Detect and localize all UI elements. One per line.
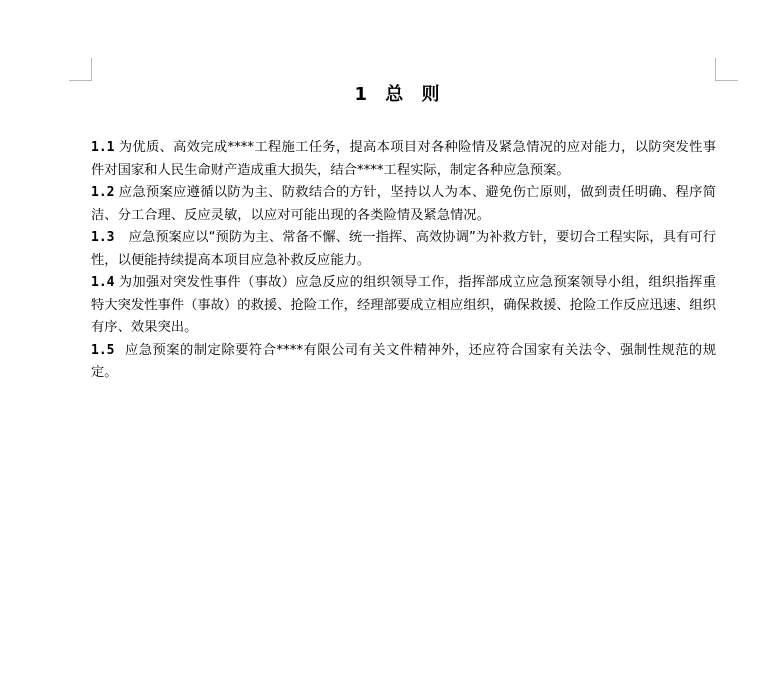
document-body [91,137,716,385]
paragraph-number: 1.2 [91,185,115,200]
paragraph-number: 1.4 [91,275,115,290]
paragraph-text: 为加强对突发性事件（事故）应急反应的组织领导工作，指挥部成立应急预案领导小组，组织指挥重特大突发性事件（事故）的救援、抢险工作，经理部要成立相应组织，确保救援、抢险工作反应迅速、组织有序、效果突出。 [91,275,716,335]
paragraph-text: 应急预案应以“预防为主、常备不懈、统一指挥、高效协调”为补救方针，要切合工程实际，具有可行性，以便能持续提高本项目应急补救反应能力。 [91,230,716,268]
crop-mark-top-left [69,58,92,81]
crop-mark-top-right [715,58,738,81]
paragraph-number: 1.5 [91,342,115,358]
paragraph-1-3[interactable] [91,227,716,272]
paragraph-1-2[interactable] [91,182,716,227]
paragraph-number: 1.1 [91,140,115,155]
paragraph-1-4[interactable] [91,272,716,340]
paragraph-text: 为优质、高效完成****工程施工任务，提高本项目对各种险情及紧急情况的应对能力，以防突发性事件对国家和人民生命财产造成重大损失，结合****工程实际，制定各种应急预案。 [91,140,716,178]
paragraph-text: 应急预案应遵循以防为主、防救结合的方针，坚持以人为本、避免伤亡原则，做到责任明确、程序简洁、分工合理、反应灵敏，以应对可能出现的各类险情及紧急情况。 [91,185,716,223]
paragraph-1-5[interactable] [91,340,716,385]
paragraph-number: 1.3 [91,230,115,245]
paragraph-text: 应急预案的制定除要符合****有限公司有关文件精神外，还应符合国家有关法令、强制性规范的规定。 [91,342,716,380]
paragraph-1-1[interactable] [91,137,716,182]
section-title[interactable]: 1 总 则 [354,84,446,105]
